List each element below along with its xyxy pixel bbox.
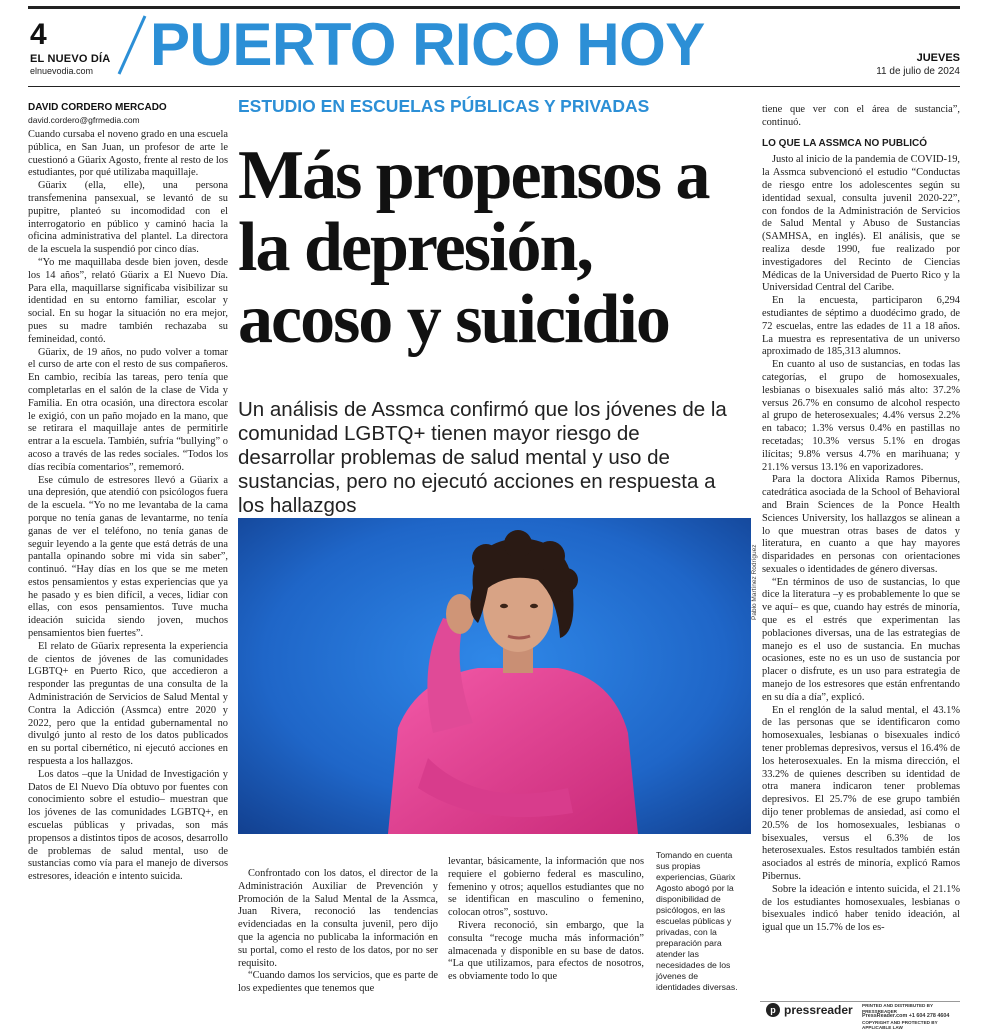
article-column-4: [762, 104, 960, 998]
article-paragraph: Sobre la ideación e intento suicida, el 21.1% de los estudiantes homosexuales, lesbianas o bisexuales indicó haber tenido ideación, al igual que un 15.7% de los es-: [762, 883, 960, 934]
page-number: 4: [30, 18, 47, 51]
legal-line: PRINTED AND DISTRIBUTED BY PRESSREADER: [862, 1003, 933, 1014]
pressreader-legal: [862, 1003, 960, 1031]
issue-date: 11 de julio de 2024: [876, 66, 960, 77]
article-paragraph: Confrontado con los datos, el director de la Administración Auxiliar de Prevención y Promoción de la Salud Mental de la Assmca, Juan Rivera, reconoció las tendencias evidenciadas en la consulta juvenil, pero dijo que la agencia no publicaba la información en su portal, como el resto de los datos, por no ser requisito.: [238, 868, 438, 969]
photo-caption: Tomando en cuenta sus propias experiencias, Güarix Agosto abogó por la disponibilidad de psicólogos, en las escuelas públicas y privadas, con la preparación para atender las necesidades de los jóvenes de identidades diversas.: [656, 850, 738, 992]
article-paragraph: Rivera reconoció, sin embargo, que la consulta “recoge mucha más información” almacenada y disponible en su base de datos. “La que utilizamos, para efectos de nosotros, es obviamente todo lo que: [448, 919, 644, 983]
publication-website[interactable]: elnuevodia.com: [30, 66, 94, 76]
publication-name: EL NUEVO DÍA: [30, 53, 111, 65]
author-email[interactable]: david.cordero@gfrmedia.com: [28, 115, 140, 125]
article-paragraph: Ese cúmulo de estresores llevó a Güarix a una depresión, que atendió con psicólogos fuera de la escuela. “Yo no me levantaba de la cama porque no tenía ganas de levantarme, no tenía ganas de ver el teléfono, no tenía ganas de seguir leyendo a la gente que está detrás de una pantalla opinando sobre mi vida sin saber”, continuó. “Hay días en los que se me meten estos pensamientos y estas experiencias que ya he pasado y es bien difícil, a veces, lidiar con ellas, con esos pensamientos. Tuve mucha ideación suicida siendo joven, muchos pensamientos bien fuertes”.: [28, 474, 228, 640]
pressreader-wordmark: pressreader: [784, 1003, 853, 1017]
footer-rule: [760, 1001, 960, 1002]
pressreader-icon: p: [766, 1003, 780, 1017]
issue-day: JUEVES: [916, 52, 960, 64]
article-paragraph: “Yo me maquillaba desde bien joven, desde los 14 años”, relató Güarix a El Nuevo Día. Para ella, maquillarse significaba visibilizar su identidad en su entorno familiar, escolar y social. En su hogar la situación no era mejor, pues su madre también rechazaba su femineidad, contó.: [28, 256, 228, 345]
article-column-3: [448, 856, 644, 1000]
article-paragraph: Güarix (ella, elle), una persona transfemenina pansexual, se levantó de su pupitre, planteó su incomodidad con el interrogatorio en público y caminó hacia la oficina administrativa del plantel. La directora de la escuela la suspendió por cinco días.: [28, 180, 228, 256]
article-column-2: [238, 868, 438, 1000]
legal-line: PressReader.com +1 604 278 4604: [862, 1013, 950, 1020]
article-paragraph: levantar, básicamente, la información que nos requiere el gobierno federal es masculino, femenino y otros; aquellos estudiantes que no se identifican en masculino o femenino, colocan otros”, sostuvo.: [448, 856, 644, 919]
article-paragraph: En cuanto al uso de sustancias, en todas las categorías, el grupo de homosexuales, lesbianas o bisexuales salió más alto: 37.2% versus 26.7% en consumo de alcohol respecto al grupo de heterosexuales; 4.4% versus 2.2% en tabaco; 1.3% versus 0.4% en pastillas no recetadas; 10.3% versus 5.1% en drogas ilícitas; 9.8% versus 4.7% en marihuana; y 21.1% versus 13.1% en vaporizadores.: [762, 359, 960, 473]
article-paragraph: En la encuesta, participaron 6,294 estudiantes de séptimo a duodécimo grado, de 72 escuelas, entre las edades de 11 a 18 años. La muestra es representativa de un universo aproximado de 185,313 alumnos.: [762, 295, 960, 358]
top-rule: [28, 6, 960, 9]
article-photo: [238, 518, 751, 834]
masthead-rule: [28, 86, 960, 87]
pressreader-logo[interactable]: [766, 1003, 853, 1017]
article-kicker: ESTUDIO EN ESCUELAS PÚBLICAS Y PRIVADAS: [238, 96, 650, 116]
article-paragraph: Para la doctora Alixida Ramos Pibernus, catedrática asociada de la School of Behavioral and Brain Sciences de la Ponce Health Sciences University, los hallazgos se alinean a lo que muestran otras bases de datos y literatura, en cuanto a que hay mayores disparidades en personas con orientaciones sexuales o identidades de género diversas.: [762, 474, 960, 575]
article-paragraph: El relato de Güarix representa la experiencia de cientos de jóvenes de las comunidades LGBTQ+ en Puerto Rico, que accedieron a responder las preguntas de una consulta de la Administración de Servicios de Salud Mental y Contra la Adicción (Assmca) entre 2020 y 2022, pero que la entidad gubernamental no divulgó junto al resto de los datos publicados en su portal cibernético, ni ejecutó acciones en respuesta a los hallazgos.: [28, 640, 228, 768]
article-subhead: LO QUE LA ASSMCA NO PUBLICÓ: [762, 137, 927, 149]
article-paragraph: tiene que ver con el área de sustancia”, continuó.: [762, 104, 960, 128]
article-paragraph: “En términos de uso de sustancias, lo que dice la literatura –y es probablemente lo que se ve aquí– es que, cuando hay estrés de minoría, que es el estrés que experimentan las poblaciones diversas, una de las estrategias de manejo es el uso de sustancia. En muchas ocasiones, este no es un uso de sustancia por placer o disfrute, es un uso para estrategia de manejo de los estresores que están enfrentando en su día a día”, explicó.: [762, 576, 960, 703]
article-paragraph: “Cuando damos los servicios, que es parte de los expedientes que tenemos que: [238, 970, 438, 995]
author-name: DAVID CORDERO MERCADO: [28, 102, 167, 113]
article-dek: Un análisis de Assmca confirmó que los jóvenes de la comunidad LGBTQ+ tienen mayor riesgo de desarrollar problemas de salud mental y uso de sustancias, pero no ejecutó acciones en respuesta a los hallazgos: [238, 398, 727, 517]
photo-credit: Pablo Martínez Rodríguez: [751, 544, 758, 620]
section-title: PUERTO RICO HOY: [150, 11, 705, 78]
article-paragraph: Justo al inicio de la pandemia de COVID-19, la Assmca subvencionó el estudio “Conductas de riesgo entre los adolescentes según su identidad sexual, consulta juvenil 2020-22”, con fondos de la Administración de Servicios de Salud Mental y Abuso de Sustancias (SAMHSA, en inglés). El análisis, que se realiza desde 1990, fue realizado por investigadores del Recinto de Ciencias Médicas de la Universidad de Puerto Rico y la Universidad Central del Caribe.: [762, 154, 960, 294]
article-headline: Más propensos a la depresión, acoso y suicidio: [238, 137, 709, 358]
article-paragraph: En el renglón de la salud mental, el 43.1% de las personas que se identificaron como homosexuales, lesbianas o bisexuales indicó tener problemas depresivos, versus el 16.4% de los heterosexuales. En la misma dirección, el 33.2% de quienes describen su identidad de otra manera indicaron tener problemas depresivos. El 25.7% de ese grupo también dijo tener problemas de ansiedad, así como el 20.5% de los homosexuales, lesbianas o bisexuales, versus el 6.3% de los heterosexuales. Estos resultados también están asociados al estrés de minoría, explicó Ramos Pibernus.: [762, 704, 960, 883]
article-column-1: [28, 129, 228, 999]
article-paragraph: Cuando cursaba el noveno grado en una escuela pública, en San Juan, un profesor de arte le cuestionó a Güarix Agosto, frente al resto de los estudiantes, por qué utilizaba maquillaje.: [28, 129, 228, 179]
legal-line: COPYRIGHT AND PROTECTED BY APPLICABLE LAW: [862, 1019, 938, 1031]
article-paragraph: Los datos –que la Unidad de Investigación y Datos de El Nuevo Día obtuvo por fuentes con conocimiento sobre el estudio– muestran que los jóvenes de las comunidades LGBTQ+, en escuelas públicas y privadas, son más propensos a distintos tipos de acosos, desarrollo de problemas de salud mental, uso de sustancias como vía para el manejo de diversos estresores, ideación e intento suicida.: [28, 768, 228, 883]
masthead-slash-icon: [115, 14, 149, 76]
article-paragraph: Güarix, de 19 años, no pudo volver a tomar el curso de arte con el resto de sus compañeros. En cambio, recibía las tareas, pero tenía que completarlas en el salón de la clase de Vida y Familia. En otra ocasión, una directora escolar le exigió, con un paño mojado en la mano, que se retirara el maquillaje antes de permitirle entrar a la escuela. También, sufría “bullying” o acoso a través de las redes sociales. “Todos los días recibía comentarios”, rememoró.: [28, 346, 228, 473]
